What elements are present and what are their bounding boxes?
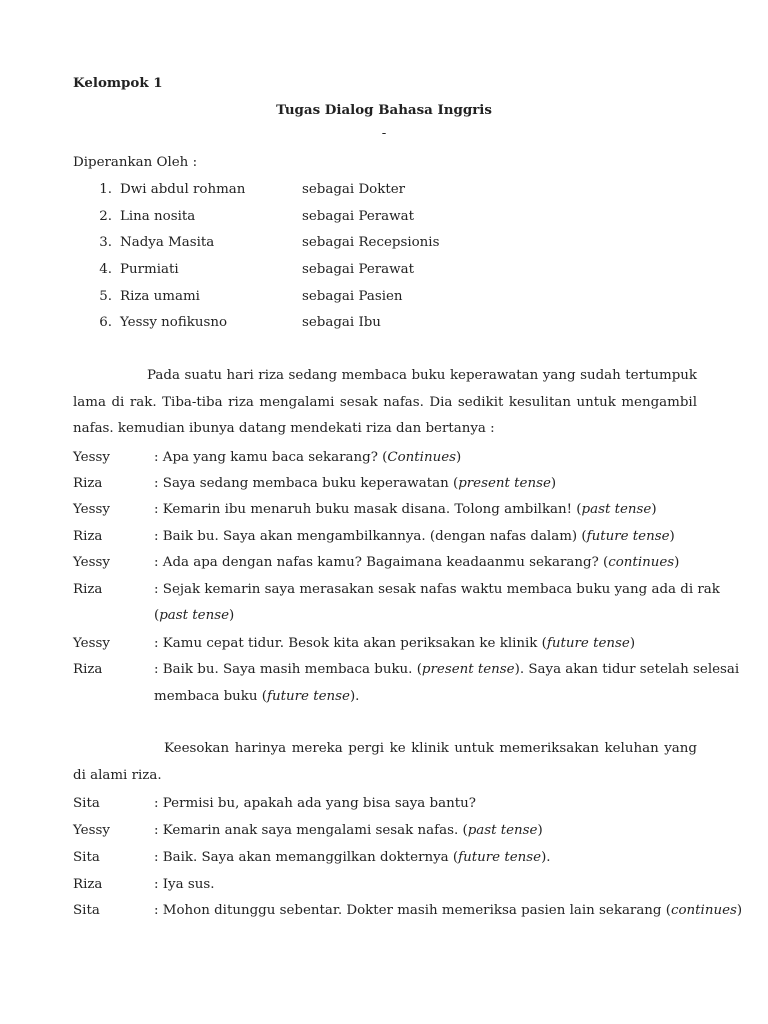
tense-label: future tense	[586, 529, 670, 544]
cast-role: sebagai Dokter	[302, 182, 406, 197]
cast-role: sebagai Pasien	[302, 289, 403, 304]
dialog-text: : Kamu cepat tidur. Besok kita akan periksakan ke klinik (future tense)	[154, 636, 636, 651]
tense-label: past tense	[159, 608, 230, 623]
cast-name: Dwi abdul rohman	[120, 182, 246, 197]
cast-name: Riza umami	[120, 289, 200, 304]
tense-label: past tense	[467, 823, 538, 838]
dialog-text: : Kemarin ibu menaruh buku masak disana. Tolong ambilkan! (past tense)	[154, 502, 657, 517]
speaker-name: Riza	[73, 476, 103, 491]
tense-label: future tense	[458, 850, 542, 865]
cast-role: sebagai Perawat	[302, 209, 414, 224]
speaker-name: Yessy	[73, 636, 110, 651]
cast-number: 3.	[99, 235, 112, 250]
cast-number: 4.	[99, 262, 112, 277]
dialog-text: : Saya sedang membaca buku keperawatan (present tense)	[154, 476, 557, 491]
cast-number: 6.	[99, 315, 112, 330]
speaker-name: Riza	[73, 582, 103, 597]
speaker-name: Sita	[73, 850, 100, 865]
cast-name: Nadya Masita	[120, 235, 215, 250]
tense-label: past tense	[581, 502, 652, 517]
speaker-name: Yessy	[73, 555, 110, 570]
speaker-name: Riza	[73, 662, 103, 677]
cast-name: Lina nosita	[120, 209, 196, 224]
dialog-text: membaca buku (future tense).	[154, 689, 360, 704]
title-dash: -	[381, 126, 387, 141]
cast-name: Yessy nofikusno	[120, 315, 228, 330]
tense-label: continues	[670, 903, 737, 918]
cast-role: sebagai Ibu	[302, 315, 381, 330]
cast-role: sebagai Recepsionis	[302, 235, 440, 250]
dialog-text: : Baik bu. Saya masih membaca buku. (present tense). Saya akan tidur setelah selesai	[154, 662, 740, 677]
scene1-narration: Pada suatu hari riza sedang membaca buku keperawatan yang sudah tertumpuk lama di rak. Tiba-tiba riza mengalami sesak nafas. Dia sedikit kesulitan untuk mengambil nafas. kemudian ibunya datang mendekati riza dan bertanya :	[73, 368, 697, 436]
cast-role: sebagai Perawat	[302, 262, 414, 277]
dialog-text: (past tense)	[154, 608, 235, 623]
speaker-name: Riza	[73, 529, 103, 544]
document-title: Tugas Dialog Bahasa Inggris	[276, 102, 492, 118]
tense-label: continues	[608, 555, 675, 570]
speaker-name: Sita	[73, 796, 100, 811]
speaker-name: Yessy	[73, 450, 110, 465]
tense-label: Continues	[387, 450, 456, 465]
dialog-text: : Permisi bu, apakah ada yang bisa saya bantu?	[154, 796, 476, 811]
speaker-name: Riza	[73, 877, 103, 892]
dialog-text: : Sejak kemarin saya merasakan sesak nafas waktu membaca buku yang ada di rak	[154, 582, 720, 597]
scene2-narration: Keesokan harinya mereka pergi ke klinik untuk memeriksakan keluhan yang di alami riza.	[73, 741, 697, 783]
cast-number: 5.	[99, 289, 112, 304]
tense-label: future tense	[267, 689, 350, 704]
tense-label: future tense	[546, 636, 630, 651]
group-heading: Kelompok 1	[73, 75, 163, 91]
dialog-text: : Apa yang kamu baca sekarang? (Continues)	[154, 450, 462, 465]
dialog-text: : Ada apa dengan nafas kamu? Bagaimana keadaanmu sekarang? (continues)	[154, 555, 680, 570]
speaker-name: Yessy	[73, 823, 110, 838]
dialog-text: : Baik. Saya akan memanggilkan dokternya (future tense).	[154, 850, 551, 865]
dialog-text: : Baik bu. Saya akan mengambilkannya. (dengan nafas dalam) (future tense)	[154, 529, 675, 544]
dialog-text: : Kemarin anak saya mengalami sesak nafas. (past tense)	[154, 823, 543, 838]
dialog-text: : Iya sus.	[154, 877, 215, 892]
cast-number: 1.	[99, 182, 112, 197]
speaker-name: Sita	[73, 903, 100, 918]
tense-label: present tense	[421, 662, 515, 677]
dialog-text: : Mohon ditunggu sebentar. Dokter masih memeriksa pasien lain sekarang (continues)	[154, 903, 743, 918]
cast-name: Purmiati	[120, 262, 179, 277]
tense-label: present tense	[458, 476, 551, 491]
cast-intro: Diperankan Oleh :	[73, 155, 198, 170]
cast-number: 2.	[99, 209, 112, 224]
speaker-name: Yessy	[73, 502, 110, 517]
